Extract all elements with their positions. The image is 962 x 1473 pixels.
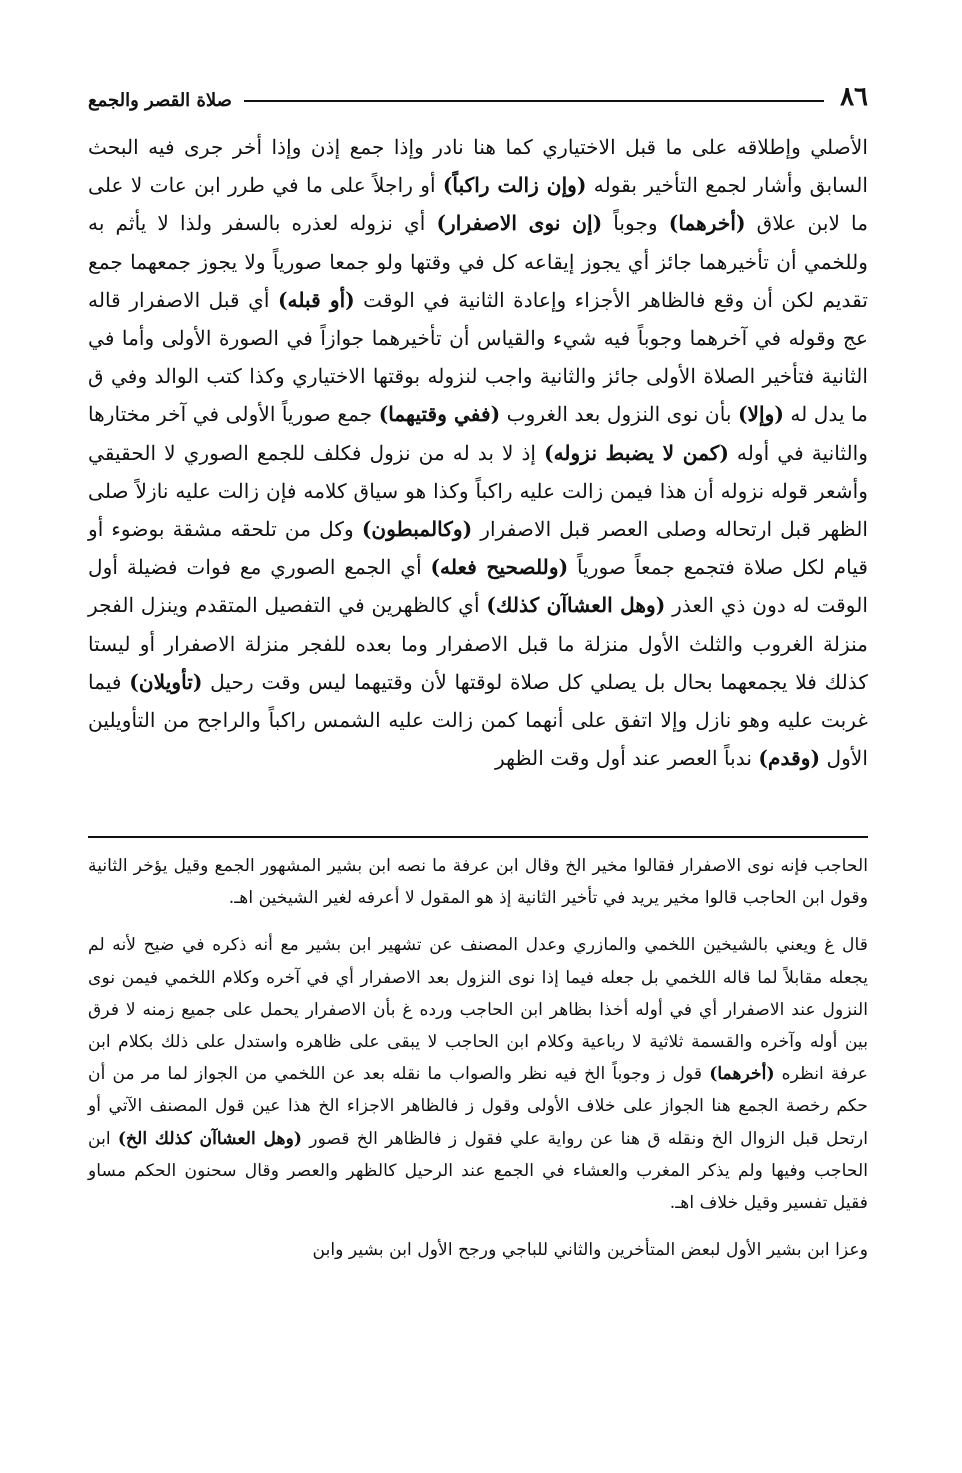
bold-term: (وقدم)	[758, 746, 821, 771]
text-run: أي قبل الاصفرار قاله عج وقوله في آخرهما وجوباً فيه شيء والقياس أن تأخيرهما جوازاً في الصورة الأولى وأما في الثانية فتأخير الصلاة الأولى جائز والثانية واجب لنزوله بوقتها الاختياري وكذا كتب الوالد وفي ق ما يدل له	[88, 287, 868, 427]
note-paragraph	[88, 929, 868, 1219]
text-run: فيما غربت عليه وهو نازل وإلا اتفق على أنهما كمن زالت عليه الشمس راكباً والراجح من التأويلين الأول	[88, 669, 868, 771]
bold-term: (وإلا)	[737, 402, 784, 427]
bold-term: (تأويلان)	[129, 669, 203, 694]
bold-term: (وللصحيح فعله)	[430, 555, 569, 580]
text-run: وجوباً	[602, 211, 669, 236]
text-run: بأن نوى النزول بعد الغروب	[500, 402, 738, 427]
text-run: وكل من تلحقه مشقة بوضوء أو قيام لكل صلاة فتجمع جمعاً صورياً	[88, 517, 868, 580]
bold-term: (وكالمبطون)	[361, 517, 473, 542]
text-run: جمع صورياً الأولى في آخر مختارها والثانية في أوله	[88, 402, 868, 465]
text-run: الأصلي وإطلاقه على ما قبل الاختياري كما هنا نادر وإذا جمع إذن وإذا أخر جرى فيه البحث السابق وأشار لجمع التأخير بقوله	[88, 135, 868, 198]
commentary-notes	[88, 850, 868, 1281]
text-run: قال غ ويعني بالشيخين اللخمي والمازري وعدل المصنف عن تشهير ابن بشير مع أنه ذكره في ضيح لأنه لم يجعله مقابلاً لما قاله اللخمي بل جعله فيما إذا نوى النزول بعد الاصفرار أي في آخره وكلام اللخمي فيمن نوى النزول عند الاصفرار أي في أوله أخذا بظاهر ابن الحاجب ورده غ بأن الاصفرار يحمل على جميع زمنه لا فرق بين أوله وآخره والقسمة ثلاثية لا رباعية وكلام ابن الحاجب لا يبقى على ظاهره واستدل على ذلك بكلام ابن عرفة انظره	[88, 935, 868, 1085]
text-run: إذ لا بد له من نزول فكلف للجمع الصوري لا الحقيقي وأشعر قوله نزوله أن هذا فيمن زالت عليه راكباً وكذا هو سياق كلامه فإن زالت عليه نازلاً صلى الظهر قبل ارتحاله وصلى العصر قبل الاصفرار	[88, 440, 868, 542]
footnote-divider	[88, 836, 868, 838]
bold-term: (أخرهما)	[668, 211, 746, 236]
text-run: ابن الحاجب وفيها ولم يذكر المغرب والعشاء في الجمع عند الرحيل كالظهر والعصر وقال سحنون الحكم مساو فقيل تفسير وقيل خلاف اهـ.	[88, 1128, 868, 1214]
bold-term: (كمن لا يضبط نزوله)	[544, 440, 729, 465]
text-run: أي كالظهرين في التفصيل المتقدم وينزل الفجر منزلة الغروب والثلث الأول منزلة ما قبل الاصفرار وما بعده للفجر منزلة الاصفرار أو ليستا كذلك فلا يجمعهما بحال بل يصلي كل صلاة لوقتها لأن وقتيهما ليس وقت رحيل	[88, 593, 868, 694]
text-run: أي نزوله لعذره بالسفر ولذا لا يأثم به وللخمي أن تأخيرهما جائز أي يجوز إيقاعه كل في وقتها ولو جمعا صورياً ولا يجوز جمعهما جمع تقديم لكن أن وقع فالظاهر الأجزاء وإعادة الثانية في الوقت	[88, 211, 868, 312]
bold-term: (وإن زالت راكباً)	[442, 173, 587, 198]
bold-term: (وهل العشاآن كذلك)	[486, 593, 666, 618]
bold-term: (وهل العشاآن كذلك الخ)	[117, 1128, 303, 1149]
main-text	[88, 128, 868, 777]
text-run: الحاجب فإنه نوى الاصفرار فقالوا مخير الخ وقال ابن عرفة ما نصه ابن بشير المشهور الجمع وقيل يؤخر الثانية وقول ابن الحاجب قالوا مخير يريد في تأخير الثانية إذ هو المقول لا أعرفه لغير الشيخين اهـ.	[88, 856, 868, 909]
page-number: ٨٦	[840, 82, 868, 112]
bold-term: (ففي وقتيهما)	[378, 402, 501, 427]
header-rule	[244, 100, 824, 102]
text-run: أو راجلاً على ما في طرر ابن عات لا على ما لابن علاق	[88, 173, 869, 236]
text-run: وعزا ابن بشير الأول لبعض المتأخرين والثاني للباجي ورجح الأول ابن بشير وابن	[312, 1240, 868, 1261]
text-run: أي الجمع الصوري مع فوات فضيلة أول الوقت له دون ذي العذر	[88, 555, 868, 618]
page-header	[88, 70, 868, 110]
bold-term: (إن نوى الاصفرار)	[436, 211, 603, 236]
bold-term: (أخرهما)	[709, 1064, 775, 1085]
main-paragraph	[88, 128, 868, 777]
running-title: صلاة القصر والجمع	[88, 90, 232, 111]
text-run: ندباً العصر عند أول وقت الظهر	[495, 746, 759, 771]
note-paragraph	[88, 850, 868, 914]
note-paragraph	[88, 1234, 868, 1266]
text-run: قول ز وجوباً الخ فيه نظر والصواب ما نقله بعد عن اللخمي من الجواز لما مر من أن حكم رخصة الجمع هنا الجواز على خلاف الأولى وقول ز فالظاهر الاجزاء الخ هذا عين قول المصنف الآتي أو ارتحل قبل الزوال الخ ونقله ق هنا عن رواية علي فقول ز فالظاهر الخ قصور	[88, 1064, 868, 1149]
bold-term: (أو قبله)	[277, 287, 355, 312]
